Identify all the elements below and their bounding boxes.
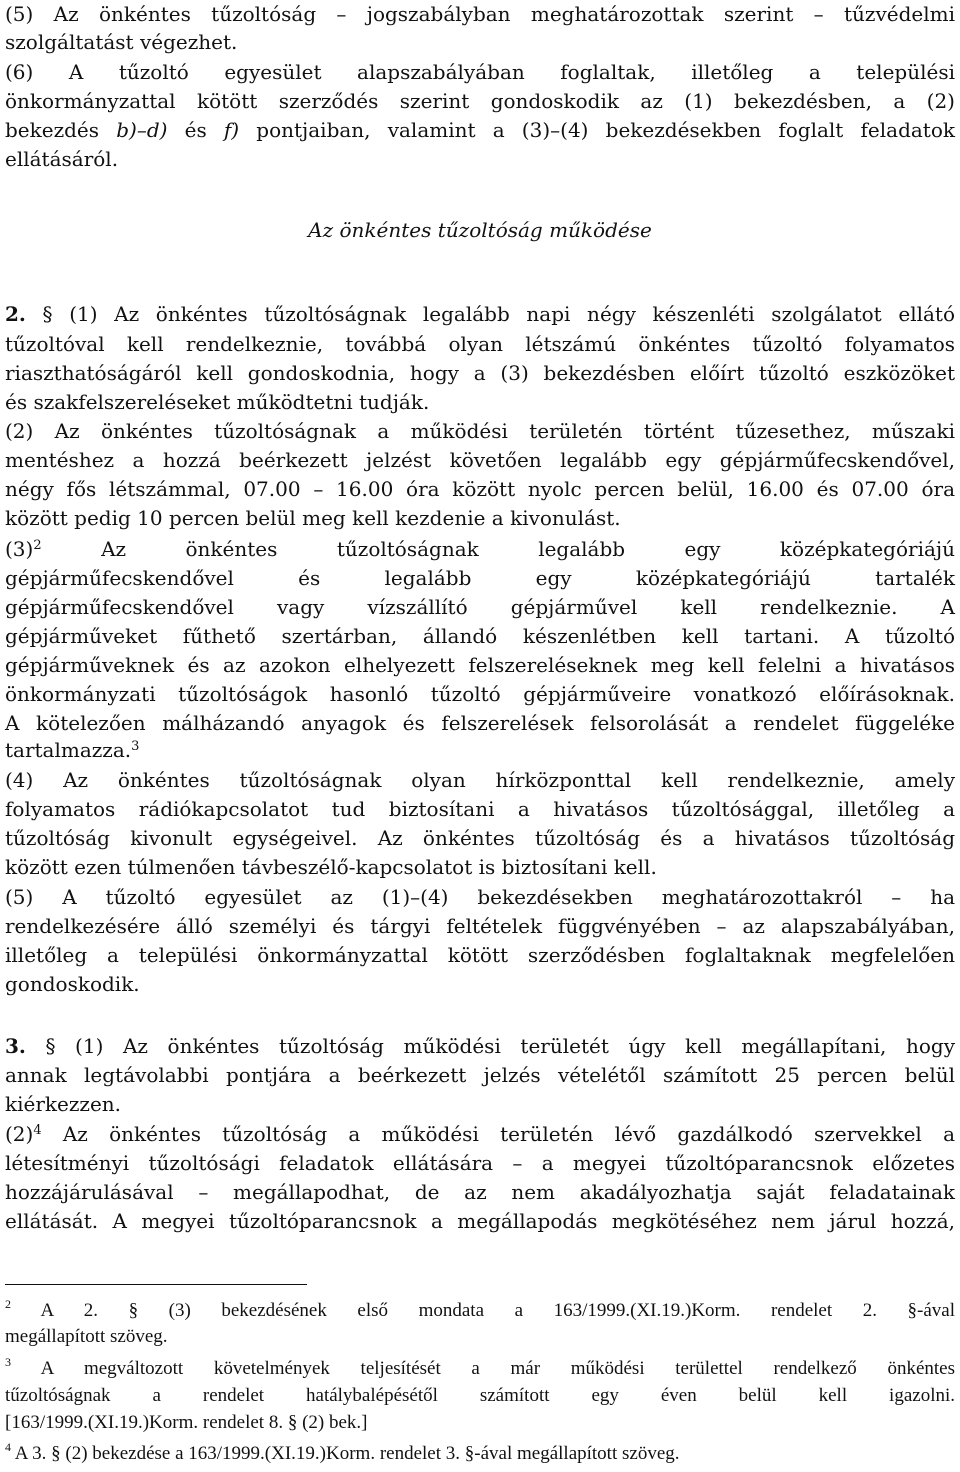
paragraph-line: A kötelezően málházandó anyagok és felszerelések felsorolását a rendelet függeléke [5,711,955,735]
paragraph-line: illetőleg a települési önkormányzattal kötött szerződésben foglaltaknak megfelelően [5,943,955,967]
paragraph-line: (5) Az önkéntes tűzoltóság – jogszabályban meghatározottak szerint – tűzvédelmi [5,2,955,26]
footnote-line: $^3$ A megváltozott követelmények teljesítését a már működési területtel rendelkező önkéntes [5,1355,955,1379]
paragraph-line: négy fős létszámmal, 07.00 – 16.00 óra között nyolc percen belül, 16.00 és 07.00 óra [5,477,955,501]
paragraph-line: (6) A tűzoltó egyesület alapszabályában foglaltak, illetőleg a települési [5,60,955,84]
paragraph-line: hozzájárulásával – megállapodhat, de az nem akadályozhatja saját feladatainak [5,1180,955,1204]
footnote-ref[interactable]: 2 [33,538,42,553]
paragraph-line: létesítményi tűzoltósági feladatok ellátására – a megyei tűzoltóparancsnok előzetes [5,1151,955,1175]
paragraph-line: gondoskodik. [5,972,140,996]
paragraph-line: annak legtávolabbi pontjára a beérkezett jelzés vételétől számított 25 percen belül [5,1063,955,1087]
footnote-ref[interactable]: 4 [33,1123,42,1138]
paragraph-line: (2) Az önkéntes tűzoltóságnak a működési területén történt tűzesethez, műszaki [5,419,955,443]
footnote-divider [5,1284,307,1285]
paragraph-line: kiérkezzen. [5,1092,122,1116]
paragraph-line: folyamatos rádiókapcsolatot tud biztosítani a hivatásos tűzoltósággal, illetőleg a [5,797,955,821]
paragraph-line: rendelkezésére álló személyi és tárgyi feltételek függvényében – az alapszabályában, [5,914,955,938]
footnote-line: $^4$ A 3. § (2) bekezdése a 163/1999.(XI.19.)Korm. rendelet 3. §-ával megállapított szöveg. [5,1440,680,1464]
paragraph-line: tűzoltóval kell rendelkeznie, továbbá olyan létszámú önkéntes tűzoltó folyamatos [5,332,955,356]
footnote-number: 3 [5,1355,11,1369]
paragraph-line: $(2)^4$ Az önkéntes tűzoltóság a működési területén lévő gazdálkodó szervekkel a [5,1122,955,1146]
footnote-number: 4 [5,1440,11,1454]
paragraph-line: gépjárműfecskendővel vagy vízszállító gépjárművel kell rendelkeznie. A [5,595,955,619]
paragraph-line: (5) A tűzoltó egyesület az (1)–(4) bekezdésekben meghatározottakról – ha [5,885,955,909]
paragraph-line: mentéshez a hozzá beérkezett jelzést követően legalább egy gépjárműfecskendővel, [5,448,955,472]
paragraph-line: gépjárműveket fűthető szertárban, állandó készenlétben kell tartani. A tűzoltó [5,624,955,648]
paragraph-line: riaszthatóságáról kell gondoskodnia, hogy a (3) bekezdésben előírt tűzoltó eszközöket [5,361,955,385]
paragraph-line: között pedig 10 percen belül meg kell kezdenie a kivonulást. [5,506,621,530]
paragraph-line: ellátásáról. [5,147,119,171]
paragraph-line: 2. § (1) Az önkéntes tűzoltóságnak legalább napi négy készenléti szolgálatot ellátó [5,302,955,326]
paragraph-line: bekezdés b)–d) és f) pontjaiban, valamint a (3)–(4) bekezdésekben foglalt feladatok [5,118,955,142]
section-number: 2. [5,302,26,326]
paragraph-line: (4) Az önkéntes tűzoltóságnak olyan hírközponttal kell rendelkeznie, amely [5,768,955,792]
section-heading: Az önkéntes tűzoltóság működése [308,218,652,242]
paragraph-line: és szakfelszereléseket működtetni tudják. [5,390,430,414]
footnote-line: tűzoltóságnak a rendelet hatálybalépésétől számított egy éven belül kell igazolni. [5,1385,955,1406]
paragraph-line: önkormányzattal kötött szerződés szerint gondoskodik az (1) bekezdésben, a (2) [5,89,955,113]
footnote-number: 2 [5,1297,11,1311]
footnote-line: [163/1999.(XI.19.)Korm. rendelet 8. § (2) bek.] [5,1412,368,1433]
footnote-line: megállapított szöveg. [5,1326,168,1347]
paragraph-line: tűzoltóság kivonult egységeivel. Az önkéntes tűzoltóság és a hivatásos tűzoltóság [5,826,955,850]
paragraph-line: önkormányzati tűzoltóságok hasonló tűzoltó gépjárműveire vonatkozó előírásoknak. [5,682,955,706]
footnote-line: $^2$ A 2. § (3) bekezdésének első mondata a 163/1999.(XI.19.)Korm. rendelet 2. §-ával [5,1297,955,1321]
paragraph-line: $(3)^2$ Az önkéntes tűzoltóságnak legalább egy középkategóriájú [5,537,955,561]
footnote-ref[interactable]: 3 [131,739,140,754]
paragraph-line: szolgáltatást végezhet. [5,30,238,54]
paragraph-line: között ezen túlmenően távbeszélő-kapcsolatot is biztosítani kell. [5,855,657,879]
paragraph-line: tartalmazza.$^3$ [5,738,140,762]
paragraph-line: gépjárműfecskendővel és legalább egy középkategóriájú tartalék [5,566,955,590]
paragraph-line: gépjárműveknek és az azokon elhelyezett felszereléseknek meg kell felelni a hivatásos [5,653,955,677]
paragraph-line: ellátását. A megyei tűzoltóparancsnok a megállapodás megkötéséhez nem járul hozzá, [5,1209,955,1233]
paragraph-line: 3. § (1) Az önkéntes tűzoltóság működési területét úgy kell megállapítani, hogy [5,1034,955,1058]
section-number: 3. [5,1034,26,1058]
